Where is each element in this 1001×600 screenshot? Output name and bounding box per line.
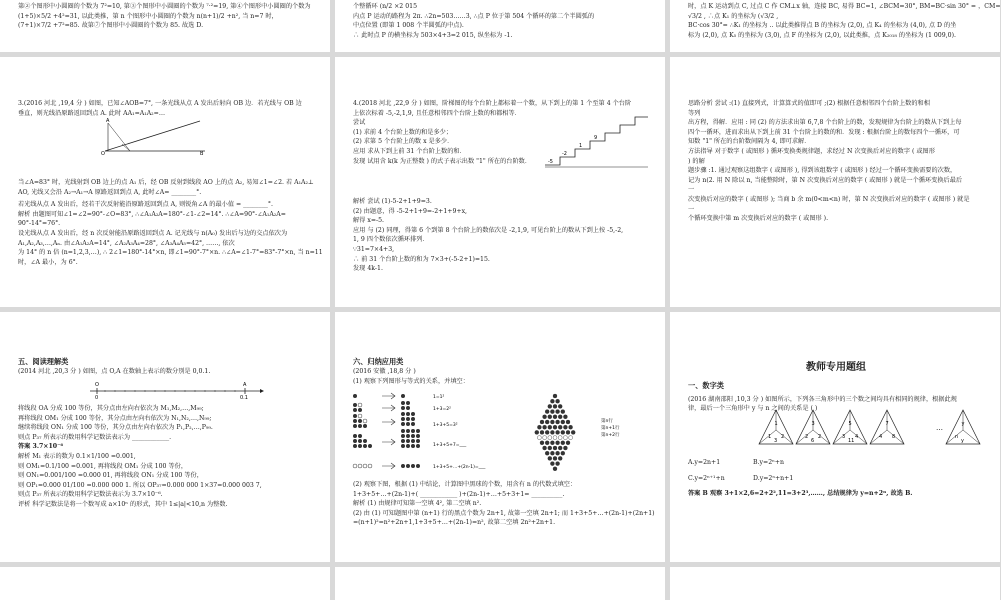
diamond-dot (561, 441, 565, 445)
triangle-number: 1 (774, 421, 778, 427)
diamond-dot (548, 425, 552, 429)
triangle-number: y (961, 421, 965, 427)
diamond-dot (550, 410, 554, 414)
diamond-dot (543, 446, 547, 450)
text-line: 发现 试用含 k(k 为正整数 ) 的式子表示出数 "1" 所在的台阶数． (353, 157, 532, 165)
text-line: (2) 由题意，得 -5-2+1+9=-2+1+9+x, (353, 207, 468, 215)
text-line: 尝试 (353, 119, 366, 127)
diamond-dot (548, 436, 552, 440)
page-thumbnail-3[interactable] (670, 0, 1000, 52)
text-line: ∴ 此时点 P 的横坐标为 503×4+3=2 015, 纵坐标为 -1. (353, 31, 513, 39)
text-line: 1, 9 四个数依次循环排列． (353, 236, 429, 244)
triangle-group (759, 410, 980, 444)
text-line: 个整循环 (n/2 ×2 015 (353, 3, 418, 10)
text-line: 一 (688, 205, 695, 213)
diamond-dot (553, 425, 557, 429)
text-line: 次变换后对应的数字 ( 或图形 ); 当商 b 余 m(0<m<n) 时，第 N 次变换后对应的数字 ( 或图形 ) 就是 (688, 196, 970, 204)
text-line: 若光线从点 A 发出后，经若干次反射能沿原路返回到点 A, 则锐角∠A 的最小值 = ________°. (18, 201, 273, 209)
diamond-dot (545, 451, 549, 455)
number-triangle (946, 410, 980, 444)
triangle-number: 3 (811, 421, 815, 427)
triangles-figure (758, 408, 983, 448)
text-line: 再将线段 OM₁ 分成 100 等份，其分点由左向右依次为 N₁,N₂,…,N₉₉; (18, 414, 212, 422)
equation-label: 1=1² (433, 395, 445, 400)
page-title: 教师专用题组 (806, 362, 866, 373)
triangle-number: 7 (885, 421, 889, 427)
text-line: (1) 观察下列图形与等式的关系，并填空： (353, 377, 469, 385)
diamond-dot (548, 456, 552, 460)
text-line: 中点位置 (即第 1 008 个半圆弧的中点). (353, 22, 464, 30)
page-text (18, 2, 314, 31)
text-line: 评析 科学记数法是将一个数写成 a×10ⁿ 的形式，其中 1≤|a|<10,n 为整数. (18, 501, 228, 509)
diamond-dot (556, 462, 560, 466)
page-text (353, 480, 655, 528)
text-line: 内点 P 运动的路程为 2π. ∴2n=503……3, ∴点 P 位于第 504 个循环的第二个半圆弧的 (353, 12, 595, 20)
text-line: 90°-14°=76°. (18, 220, 61, 228)
text-line: (1+5)×5/2 +4²=31, 以此类推，第 n 个图形中小圆圈的个数为 n(n+1)/2 +n², 当 n=7 时， (18, 12, 278, 20)
page-text (353, 356, 649, 386)
diamond-dot (566, 430, 570, 434)
text-line: (2014 河北 ,20,3 分 ) 如图，点 O,A 在数轴上表示的数分别是 0,0.1. (18, 368, 211, 376)
triangle-number: 6 (811, 438, 815, 444)
page-text (688, 99, 984, 224)
triangle-number: 2 (781, 434, 785, 440)
stair-value: 9 (594, 135, 598, 141)
diamond-dot (543, 415, 547, 419)
stair-value: -2 (562, 151, 567, 157)
diamond-dot (561, 451, 565, 455)
row-label: 第n行 (601, 419, 613, 424)
diamond-dot (556, 410, 560, 414)
page-thumbnail-5[interactable] (335, 57, 665, 307)
diamond-dot (548, 404, 552, 408)
diamond-dot (550, 399, 554, 403)
text-line: 解得 x=-5. (353, 217, 385, 225)
diamond-dot (545, 420, 549, 424)
diamond-dot (553, 467, 557, 471)
diamond-dot (545, 441, 549, 445)
text-line: (2) 观察下图，根据 (1) 中结论，计算图中黑球的个数，用含有 n 的代数式填空： (353, 481, 577, 488)
triangle-number: 11 (848, 438, 855, 444)
diamond-dot (553, 456, 557, 460)
text-line: 则点 P₃₇ 所表示的数用科学记数法表示为 ____________. (18, 433, 172, 441)
triangle-number: 8 (892, 434, 896, 440)
text-line: 标为 (2,0), 点 K₅ 的坐标为 (3,0), 点 F 的坐标为 (2,0), 以此类推，点 K₂₀₁₈ 的坐标为 (1 009,0). (688, 31, 956, 39)
text-line: BC·cos 30°= ∴K₁ 的坐标为 .. 以此类推得点 B 的坐标为 (2,0), 点 K₄ 的坐标为 (4,0), 点 D 的坐 (688, 22, 957, 30)
text-line: 一 (688, 186, 695, 194)
row-label: 第n+2行 (601, 433, 620, 438)
staircase-figure (540, 113, 650, 169)
diamond-dot (537, 436, 541, 440)
text-line: 垂直，则光线沿原路返回到点 A. 此时 AA₁=A₁A₂=… (18, 109, 166, 117)
diamond-dot (563, 415, 567, 419)
diamond-dot (558, 415, 562, 419)
diamond-dots (535, 394, 575, 471)
diamond-dot (540, 441, 544, 445)
text-line: 第②个图形中小圆圈的个数为 7²=10, 第③个图形中小圆圈的个数为 ⁷·²=19, 第④个图形中小圆圈的个数为 (18, 3, 311, 10)
diamond-dot (550, 451, 554, 455)
diamond-dot (543, 425, 547, 429)
triangle-number: 2 (818, 434, 822, 440)
diamond-dot (548, 415, 552, 419)
text-line: 则 OP₁=0.000 01/100 =0.000 000 1. 所以 OP₃₇=0.000 000 1×37=0.000 003 7, (18, 481, 262, 489)
triangle-number: 3 (842, 434, 846, 440)
options-block (688, 458, 984, 499)
label-o: O (101, 151, 105, 157)
diamond-dot (558, 456, 562, 460)
tick-label: 0 (95, 395, 99, 401)
diamond-dot (569, 436, 573, 440)
diamond-dot (561, 410, 565, 414)
page-thumbnail-12[interactable] (670, 567, 1000, 600)
diamond-dot (550, 430, 554, 434)
text-line: 思路分析 尝试 :(1) 直接列式，计算算式的值即可 ;(2) 根据任意相邻四个台阶上数的和相 (688, 100, 930, 107)
page-text (688, 2, 1001, 40)
text-line: (2) 由 (1) 可知题图中第 (n+1) 行的黑点个数为 2n+1, 故第一空填 2n+1; 而 1+3+5+…+(2n-1)+(2n+1) (353, 509, 655, 517)
text-line: 等列 (688, 109, 701, 117)
diamond-dot (550, 462, 554, 466)
text-line: 则 ON₁=0.001/100 =0.000 01, 再将线段 ON₁ 分成 100 等份， (18, 472, 203, 480)
page-thumbnail-2[interactable] (335, 0, 665, 52)
option-d: D.y=2ⁿ+n+1 (753, 474, 794, 482)
diamond-dot (556, 451, 560, 455)
triangle-number: 4 (879, 434, 883, 440)
diamond-dot (556, 430, 560, 434)
diamond-dot (553, 436, 557, 440)
diamond-dot (566, 420, 570, 424)
diamond-dot (548, 446, 552, 450)
diamond-dot (571, 430, 575, 434)
text-line: (2) 求第 5 个台阶上的数 x 是多少． (353, 138, 454, 146)
text-line: 3.(2016 河北 ,19,4 分 ) 如图，已知∠AOB=7°, 一条光线从点 A 发出后射向 OB 边．若光线与 OB 边 (18, 100, 302, 107)
options-row (688, 474, 984, 484)
diamond-dot (550, 420, 554, 424)
page-text (18, 404, 314, 510)
option-a: A.y=2n+1 (688, 459, 721, 466)
options-row (688, 458, 984, 468)
text-line: 四个一循环，进而求出从下到上前 31 个台阶上的数的和．发现 : 根据台阶上的数每四个一循环，可 (688, 128, 960, 136)
text-line: 解析 (1) 由规律可知第一空填 4², 第二空填 n². (353, 500, 482, 508)
text-line: 发现 4k-1. (353, 265, 383, 273)
diamond-dot (556, 420, 560, 424)
text-line: 应用 与 (2) 同理，得第 6 个到第 8 个台阶上的数依次是 -2,1,9, 可见台阶上的数从下到上按 -5,-2, (353, 226, 624, 234)
diamond-dot (553, 446, 557, 450)
text-line: (2016 安徽 ,18,8 分 ) (353, 368, 416, 376)
point-o-label: O (95, 382, 99, 388)
page-thumbnail-7[interactable] (0, 312, 330, 562)
diamond-dot (545, 410, 549, 414)
text-line: 应用 求从下到上前 31 个台阶上数的和． (353, 148, 466, 156)
diamond-dot (543, 436, 547, 440)
section-heading: 六、归纳应用类 (353, 357, 404, 366)
diamond-dot (563, 425, 567, 429)
diamond-dot (569, 425, 573, 429)
light-reflection-figure (100, 115, 210, 155)
option-c: C.y=2ⁿ⁺¹+n (688, 474, 725, 482)
text-line: A₁,A₂,A₃,…,Aₙ. 由∠A₁A₂A=14°, ∠A₂A₃A₄=28°, ∠A₃A₄A₅=42°, ……, 依次 (18, 239, 235, 247)
row-label: 第n+1行 (601, 426, 620, 431)
number-triangle (796, 410, 830, 444)
text-line: (7+1)×7/2 +7²=85. 故第⑦个图形中小圆圈的个数为 85. 故选 D. (18, 22, 204, 30)
text-line: 时，点 K 运动到点 C, 过点 C 作 CM⊥x 轴，连接 BC, 易得 BC=1, ∠BCM=30°, BM=BC·sin 30° = ，CM= (688, 3, 1001, 10)
text-line: 解析 尝试 (1)-5-2+1+9=3. (353, 198, 432, 205)
text-line: 继续将线段 ON₁ 分成 100 等份，其分点由左向右依次为 P₁,P₂,…,P₉₉. (18, 424, 213, 432)
diamond-dot (540, 420, 544, 424)
text-line: 4.(2018 河北 ,22,9 分 ) 如图，阶梯图的每个台阶上都标着一个数，从下到上的第 1 个至第 4 个台阶 (353, 100, 632, 107)
text-line: 记为 n(2. 用 N 除以 n, 当能整除时，第 N 次变换后对应的数字 ( 或图形 ) 就是一个循环变换后最后 (688, 176, 963, 184)
text-line: 1+3+5+…+(2n-1)+( ____________ )+(2n-1)+…+5+3+1= __________. (353, 490, 565, 498)
page-thumbnail-11[interactable] (335, 567, 665, 600)
diamond-dot (558, 404, 562, 408)
triangle-number: 1 (768, 434, 772, 440)
diamond-dot (563, 446, 567, 450)
section-heading: 五、阅读理解类 (18, 357, 69, 366)
diamond-dot (563, 436, 567, 440)
diamond-dot (537, 425, 541, 429)
page-text (18, 356, 314, 377)
page-thumbnail-4[interactable] (0, 57, 330, 307)
triangle-number: 3 (774, 438, 778, 444)
text-line: 方法指导 对于数字 ( 或图形 ) 循环变换类规律题，求经过 N 次变换后对应的数字 ( 或图形 (688, 148, 935, 156)
ellipsis-label: … (936, 424, 943, 432)
label-a: A (106, 118, 110, 124)
number-triangle (870, 410, 904, 444)
text-line: 时，∠A 最小，为 6°. (18, 258, 78, 266)
triangle-number: y (961, 438, 964, 444)
text-line: AO, 光线又会沿 A₂→A₁→A 原路返回到点 A, 此时∠A= ________°. (18, 188, 202, 196)
page-thumbnail-10[interactable] (0, 567, 330, 600)
number-triangle (759, 410, 793, 444)
page-thumbnail-8[interactable] (335, 312, 665, 562)
number-triangle (833, 410, 867, 444)
text-line: (2016 湖南邵阳 ,10,3 分 ) 如图所示，下列各三角形中的三个数之间均具有相同的规律，根据此规 (688, 395, 957, 403)
diamond-dot (558, 425, 562, 429)
diamond-dot (558, 436, 562, 440)
text-line: 设光线从点 A 发出后，经 n 次反射能沿原路返回到点 A. 记光线与 n(A₀) 发出后与边的交点依次为 (18, 230, 288, 238)
text-line: 为 14° 的 n 倍 (n=1,2,3,…), ∴ 2∠1=180°-14°×n, 即∠1=90°-7°×n. ∴∠A=∠1-7°=83°-7°×n, 当 n=11 (18, 249, 323, 257)
diamond-dot (540, 430, 544, 434)
diamond-dot (553, 404, 557, 408)
text-line: 出方程，得解．应用 : 同 (2) 的方法求出第 6,7,8 个台阶上的数，发现规律为台阶上的数从下到上每 (688, 119, 962, 127)
page-thumbnail-9[interactable] (670, 312, 1000, 562)
text-line: ∵31=7×4+3, (353, 246, 395, 254)
page-text (18, 178, 323, 267)
page-text (353, 197, 649, 274)
page-thumbnail-1[interactable] (0, 0, 330, 52)
text-line: 律，最后一个三角形中 y 与 n 之间的关系是 ( ) (688, 405, 818, 413)
page-thumbnail-6[interactable] (670, 57, 1000, 307)
diamond-dot (561, 430, 565, 434)
page-text (688, 360, 984, 414)
diamond-dot (561, 420, 565, 424)
text-line: 解析 由题图可知∠1=∠2=90°-∠O=83°, ∴∠A₁A₂A=180°-∠1-∠2=14°. ∴∠A=90°-∠A₁A₂A= (18, 210, 286, 218)
text-line: √3/2 , ∴点 K₁ 的坐标为 (√3/2 , (688, 12, 779, 20)
point-a-label: A (243, 382, 247, 388)
equation-label: 1+3+5+7=___ (433, 443, 467, 448)
dot-pattern-figure (347, 390, 497, 475)
number-line-figure (85, 379, 265, 399)
diamond-dot (556, 441, 560, 445)
diamond-dot (535, 430, 539, 434)
equation-label: 1+3+5=3² (433, 423, 458, 428)
diamond-dot-figure (515, 390, 635, 475)
section-heading: 一、数字类 (688, 380, 724, 390)
answer-line: 答案 B 观察 3+1×2,6=2+2²,11=3+2³,……, 总结规律为 y=n+2ⁿ, 故选 B. (688, 490, 913, 498)
text-line: ) 的解 (688, 157, 705, 165)
text-line: 题步骤 :1. 通过观察这组数字 ( 或图形 ), 得到该组数字 ( 或图形 ) 经过一个循环变换需要的次数， (688, 167, 957, 175)
diamond-dot (558, 446, 562, 450)
text-line: 解析 M₁ 表示的数为 0.1×1/100 =0.001, (18, 453, 136, 461)
diamond-dot (553, 394, 557, 398)
stair-value: -5 (548, 159, 553, 165)
stair-value: 1 (579, 143, 583, 149)
text-line: 当∠A=83° 时，光线射到 OB 边上的点 A₁ 后，经 OB 反射到线段 AO 上的点 A₂, 易知∠1=∠2. 若 A₁A₂⊥ (18, 179, 314, 186)
text-line: =(n+1)²=n²+2n+1,1+3+5+…+(2n-1)=n², 故第二空填 2n²+2n+1. (353, 519, 556, 527)
triangle-number: n (955, 434, 959, 440)
diamond-dot (550, 441, 554, 445)
triangle-number: 2 (805, 434, 809, 440)
text-line: 则点 P₃₇ 所表示的数用科学记数法表示为 3.7×10⁻⁶. (18, 491, 163, 499)
text-line: 则 OM₁=0.1/100 =0.001, 再将线段 OM₁ 分成 100 等份， (18, 462, 188, 470)
diamond-dot (553, 415, 557, 419)
triangle-number: 5 (848, 421, 852, 427)
text-line: (1) 求前 4 个台阶上数的和是多少； (353, 128, 453, 136)
text-line: 知数 "1" 所在的台阶数间隔为 4, 即可求解． (688, 138, 811, 146)
diamond-dot (566, 441, 570, 445)
text-line: 上依次标着 -5,-2,1,9, 且任意相邻四个台阶上数的和都相等． (353, 109, 521, 117)
text-line: ∴ 前 31 个台阶上数的和为 7×3+(-5-2+1)=15. (353, 255, 490, 263)
tick-label: 0.1 (240, 395, 248, 401)
option-b: B.y=2ⁿ+n (753, 459, 784, 466)
diamond-dot (556, 399, 560, 403)
equation-label: 1+3+5+…+(2n-1)=___ (433, 465, 486, 470)
equation-label: 1+3=2² (433, 407, 451, 412)
diamond-dot (545, 430, 549, 434)
triangle-number: 4 (855, 434, 859, 440)
text-line: 个循环变换中第 m 次变换后对应的数字 ( 或图形 ). (688, 215, 829, 223)
label-b: B (200, 151, 204, 157)
text-line: 将线段 OA 分成 100 等份，其分点由左向右依次为 M₁,M₂,…,M₉₉; (18, 405, 204, 412)
page-text (353, 2, 649, 40)
answer-line: 答案 3.7×10⁻⁶ (18, 443, 64, 451)
